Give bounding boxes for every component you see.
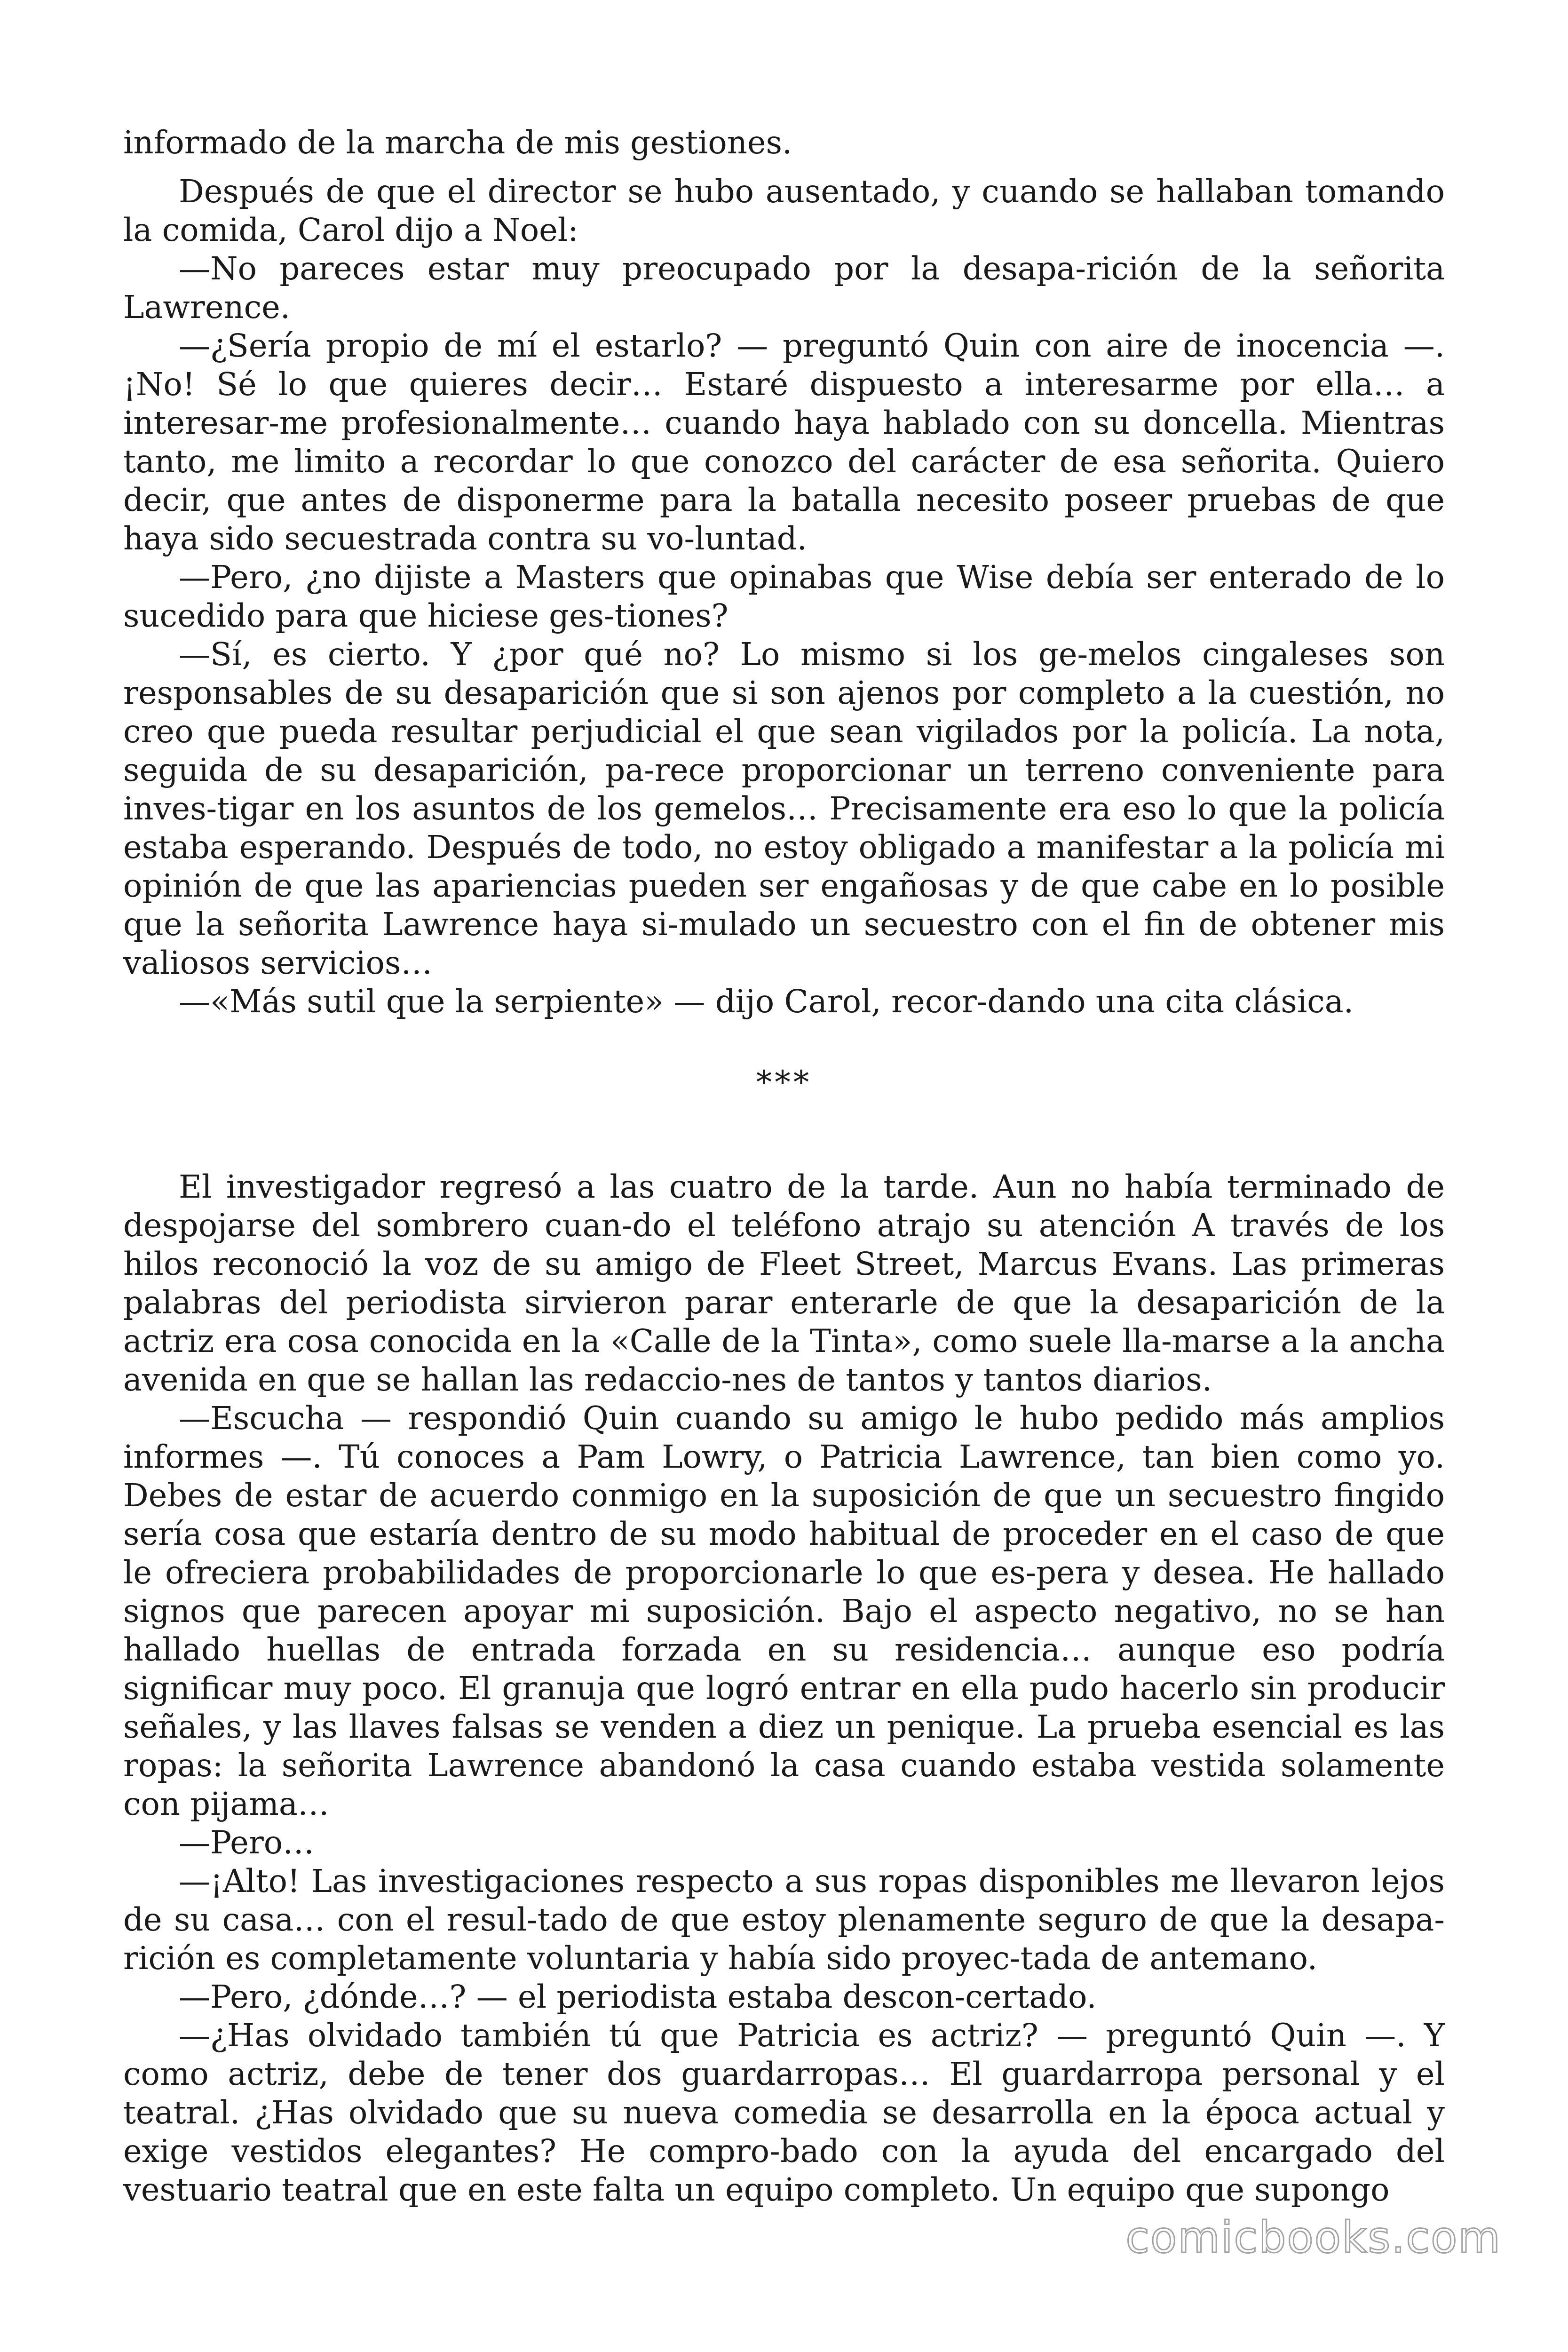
dialogue-paragraph: —¿Sería propio de mí el estarlo? — preguntó Quin con aire de inocencia —. ¡No! Sé lo que quieres decir… Estaré dispuesto a interesarme por ella… a interesar-me profesionalmente… cuando haya hablado con su doncella. Mientras tanto, me limito a recordar lo que conozco del carácter de esa señorita. Quiero decir, que antes de disponerme para la batalla necesito poseer pruebas de que haya sido secuestrada contra su vo-luntad. — [123, 327, 1445, 557]
paragraph: El investigador regresó a las cuatro de la tarde. Aun no había terminado de despojarse del sombrero cuan-do el teléfono atrajo su atención A través de los hilos reconoció la voz de su amigo de Fleet Street, Marcus Evans. Las primeras palabras del periodista sirvieron parar enterarle de que la desaparición de la actriz era cosa conocida en la «Calle de la Tinta», como suele lla-marse a la ancha avenida en que se hallan las redaccio-nes de tantos y tantos diarios. — [123, 1168, 1445, 1398]
book-page — [123, 123, 1445, 2209]
paragraph: Después de que el director se hubo ausentado, y cuando se hallaban tomando la comida, Carol dijo a Noel: — [123, 173, 1445, 248]
section-separator: *** — [756, 1064, 812, 1101]
dialogue-paragraph: —«Más sutil que la serpiente» — dijo Carol, recor-dando una cita clásica. — [179, 983, 1354, 1020]
dialogue-paragraph: —No pareces estar muy preocupado por la desapa-rición de la señorita Lawrence. — [123, 250, 1445, 326]
dialogue-paragraph: —Escucha — respondió Quin cuando su amigo le hubo pedido más amplios informes —. Tú conoces a Pam Lowry, o Patricia Lawrence, tan bien como yo. Debes de estar de acuerdo conmigo en la suposición de que un secuestro fingido sería cosa que estaría dentro de su modo habitual de proceder en el caso de que le ofreciera probabilidades de proporcionarle lo que es-pera y desea. He hallado signos que parecen apoyar mi suposición. Bajo el aspecto negativo, no se han hallado huellas de entrada forzada en su residencia… aunque eso podría significar muy poco. El granuja que logró entrar en ella pudo hacerlo sin producir señales, y las llaves falsas se venden a diez un penique. La prueba esencial es las ropas: la señorita Lawrence abandonó la casa cuando estaba vestida solamente con pijama… — [123, 1400, 1445, 1822]
dialogue-paragraph: —Sí, es cierto. Y ¿por qué no? Lo mismo si los ge-melos cingaleses son responsables de su desaparición que si son ajenos por completo a la cuestión, no creo que pueda resultar perjudicial el que sean vigilados por la policía. La nota, seguida de su desaparición, pa-rece proporcionar un terreno conveniente para inves-tigar en los asuntos de los gemelos… Precisamente era eso lo que la policía estaba esperando. Después de todo, no estoy obligado a manifestar a la policía mi opinión de que las apariencias pueden ser engañosas y de que cabe en lo posible que la señorita Lawrence haya si-mulado un secuestro con el fin de obtener mis valiosos servicios… — [123, 636, 1445, 981]
dialogue-paragraph: —Pero… — [179, 1824, 315, 1861]
watermark-logo: comicbooks.com — [1125, 2212, 1501, 2263]
paragraph-continuation: informado de la marcha de mis gestiones. — [123, 124, 792, 161]
dialogue-paragraph: —¡Alto! Las investigaciones respecto a sus ropas disponibles me llevaron lejos de su casa… con el resul-tado de que estoy plenamente seguro de que la desapa-rición es completamente voluntaria y había sido proyec-tada de antemano. — [123, 1863, 1445, 1977]
dialogue-paragraph: —Pero, ¿dónde…? — el periodista estaba descon-certado. — [179, 1979, 1097, 2015]
dialogue-paragraph: —¿Has olvidado también tú que Patricia es actriz? — preguntó Quin —. Y como actriz, debe de tener dos guardarropas… El guardarropa personal y el teatral. ¿Has olvidado que su nueva comedia se desarrolla en la época actual y exige vestidos elegantes? He compro-bado con la ayuda del encargado del vestuario teatral que en este falta un equipo completo. Un equipo que supongo — [123, 2017, 1445, 2208]
dialogue-paragraph: —Pero, ¿no dijiste a Masters que opinabas que Wise debía ser enterado de lo sucedido para que hiciese ges-tiones? — [123, 559, 1445, 634]
